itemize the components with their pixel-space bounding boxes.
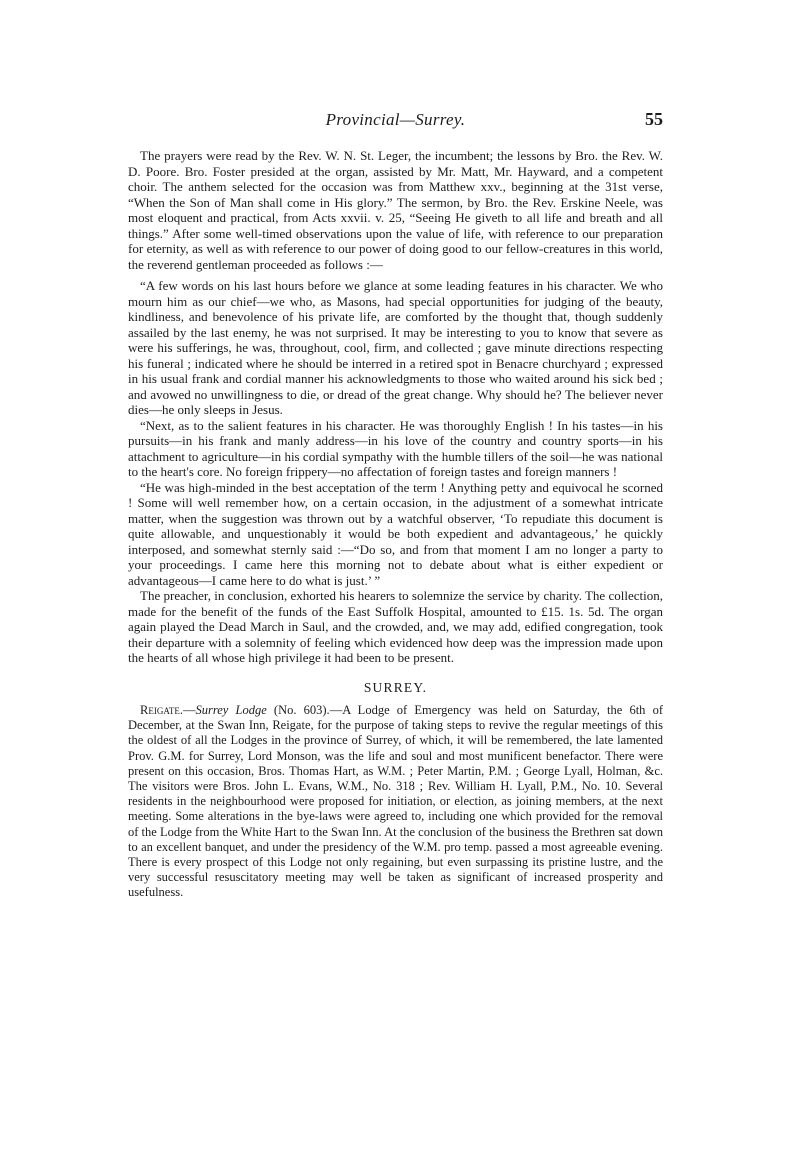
paragraph-high-minded: “He was high-minded in the best acceptation of the term ! Anything petty and equivocal he scorned ! Some will well remember how, on a certain occasion, in the adjustment of a somewhat intricate matter, when the suggestion was thrown out by a watchful observer, ‘To repudiate this document is quite allowable, and unquestionably it would be both expedient and advantageous,’ he quickly interposed, and somewhat sternly said :—“Do so, and from that moment I am no longer a party to your proceedings. I came here this morning not to debate about what is either expedient or advantageous—I came here to do what is just.’ ” bbox=[128, 479, 663, 588]
lodge-number: (No. 603). bbox=[273, 703, 330, 717]
running-head bbox=[128, 110, 663, 134]
paragraph-conclusion: The preacher, in conclusion, exhorted his hearers to solemnize the service by charity. The collection, made for the benefit of the funds of the East Suffolk Hospital, amounted to £15. 1s. 5d. The organ again played the Dead March in Saul, and the crowded, and, we may add, edified congregation, took their departure with a solemnity of feeling which evidenced how deep was the impression made upon the hearts of all whose high privilege it had been to be present. bbox=[128, 588, 663, 665]
article-body bbox=[128, 148, 663, 901]
paragraph-last-hours: “A few words on his last hours before we glance at some leading features in his character. We who mourn him as our chief—we who, as Masons, had special opportunities for judging of the beauty, kindliness, and benevolence of his private life, are comforted by the thought that, though suddenly assailed by the last enemy, he was not surprised. It may be interesting to you to know that severe as were his sufferings, he was, throughout, cool, firm, and collected ; gave minute directions respecting his funeral ; indicated where he should be interred in a retired spot in Benacre churchyard ; expressed in his usual frank and cordial manner his acknowledgments to those who waited around his sick bed ; and avowed no unwillingness to die, or dread of the great change. Why should he? The believer never dies—he only sleeps in Jesus. bbox=[128, 278, 663, 417]
paragraph-service: The prayers were read by the Rev. W. N. St. Leger, the incumbent; the lessons by Bro. the Rev. W. D. Poore. Bro. Foster presided at the organ, assisted by Mr. Matt, Mr. Hayward, and a competent choir. The anthem selected for the occasion was from Matthew xxv., beginning at the 31st verse, “When the Son of Man shall come in His glory.” The sermon, by Bro. the Rev. Erskine Neele, was most eloquent and practical, from Acts xxvii. v. 25, “Seeing He giveth to all life and breath and all things.” After some well-timed observations upon the value of life, with reference to our preparation for eternity, as well as with reference to our power of doing good to our fellow-creatures in this world, the reverend gentleman proceeded as follows :— bbox=[128, 148, 663, 272]
page-title: Provincial—Surrey. bbox=[325, 110, 466, 129]
paragraph-character: “Next, as to the salient features in his character. He was thoroughly English ! In his tastes—in his pursuits—in his frank and manly address—in his love of the country and country sports—in his attachment to agriculture—in his cordial sympathy with the humble tillers of the soil—he was national to the heart's core. No foreign frippery—no affectation of foreign tastes and foreign manners ! bbox=[128, 417, 663, 479]
page-number: 55 bbox=[645, 109, 663, 129]
lodge-dash: — bbox=[182, 703, 196, 717]
lodge-place: Reigate. bbox=[140, 703, 183, 717]
lodge-name: Surrey Lodge bbox=[195, 703, 267, 717]
lodge-report-paragraph bbox=[128, 703, 663, 901]
lodge-report-text: —A Lodge of Emergency was held on Saturday, the 6th of December, at the Swan Inn, Reigate, for the purpose of taking steps to revive the regular meetings of this the oldest of all the Lodges in the province of Surrey, of which, it will be remembered, the late lamented Prov. G.M. for Surrey, Lord Monson, was the life and soul and most munificent benefactor. There were present on this occasion, Bros. Thomas Hart, as W.M. ; Peter Martin, P.M. ; George Lyall, Holman, &c. The visitors were Bros. John L. Evans, W.M., No. 318 ; Rev. William H. Lyall, P.M., No. 10. Several residents in the neighbourhood were proposed for initiation, or election, as joining members, at the next meeting. Some alterations in the bye-laws were agreed to, including one which provided for the removal of the Lodge from the White Hart to the Swan Inn. At the conclusion of the business the Brethren sat down to an excellent banquet, and under the presidency of the W.M. pro temp. passed a most agreeable evening. There is every prospect of this Lodge not only regaining, but even surpassing its pristine lustre, and the very successful resuscitatory meeting may well be taken as significant of increased prosperity and usefulness. bbox=[128, 703, 663, 900]
section-heading: SURREY. bbox=[363, 679, 428, 695]
